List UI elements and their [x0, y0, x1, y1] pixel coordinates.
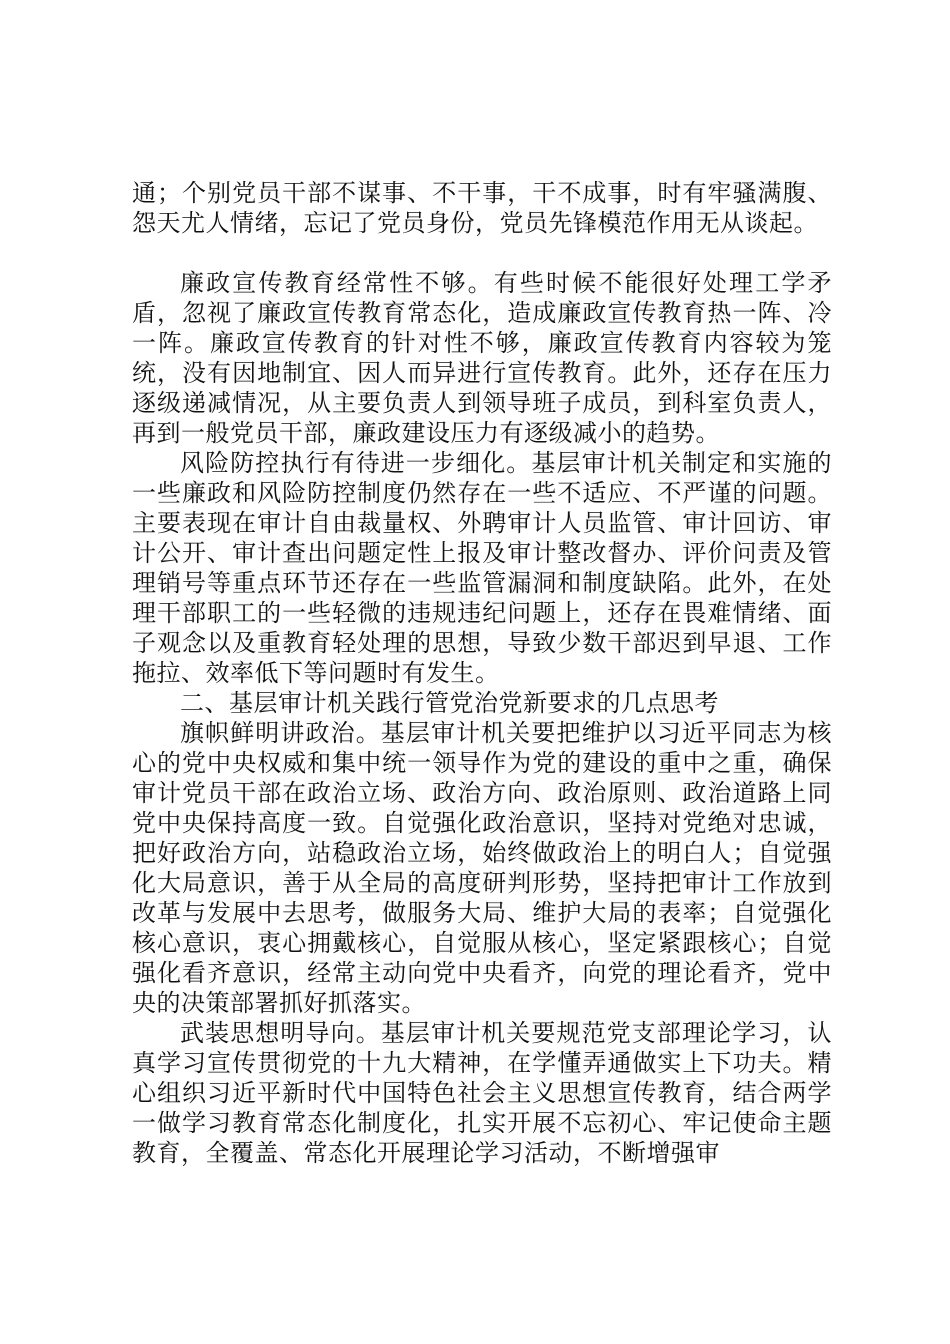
section-heading-two: 二、基层审计机关践行管党治党新要求的几点思考 [180, 689, 719, 717]
paragraph-ideology: 武装思想明导向。基层审计机关要规范党支部理论学习，认真学习宣传贯彻党的十九大精神，在学懂弄通做实上下功夫。精心组织习近平新时代中国特色社会主义思想宣传教育，结合两学一做学习教育常态化制度化，扎实开展不忘初心、牢记使命主题教育，全覆盖、常态化开展理论学习活动，不断增强审 [132, 1019, 832, 1167]
paragraph-politics: 旗帜鲜明讲政治。基层审计机关要把维护以习近平同志为核心的党中央权威和集中统一领导作为党的建设的重中之重，确保审计党员干部在政治立场、政治方向、政治原则、政治道路上同党中央保持高度一致。自觉强化政治意识，坚持对党绝对忠诚，把好政治方向，站稳政治立场，始终做政治上的明白人；自觉强化大局意识，善于从全局的高度研判形势，坚持把审计工作放到改革与发展中去思考，做服务大局、维护大局的表率；自觉强化核心意识，衷心拥戴核心，自觉服从核心，坚定紧跟核心；自觉强化看齐意识，经常主动向党中央看齐，向党的理论看齐，党中央的决策部署抓好抓落实。 [132, 719, 832, 1017]
document-body [132, 178, 832, 1168]
paragraph-continuation: 通；个别党员干部不谋事、不干事，干不成事，时有牢骚满腹、怨天尤人情绪，忘记了党员身份，党员先锋模范作用无从谈起。 [132, 179, 832, 237]
paragraph-integrity-education: 廉政宣传教育经常性不够。有些时候不能很好处理工学矛盾，忽视了廉政宣传教育常态化，造成廉政宣传教育热一阵、冷一阵。廉政宣传教育的针对性不够，廉政宣传教育内容较为笼统，没有因地制宜、因人而异进行宣传教育。此外，还存在压力逐级递减情况，从主要负责人到领导班子成员，到科室负责人，再到一般党员干部，廉政建设压力有逐级减小的趋势。 [132, 269, 832, 447]
paragraph-risk-control: 风险防控执行有待进一步细化。基层审计机关制定和实施的一些廉政和风险防控制度仍然存在一些不适应、不严谨的问题。主要表现在审计自由裁量权、外聘审计人员监管、审计回访、审计公开、审计查出问题定性上报及审计整改督办、评价问责及管理销号等重点环节还存在一些监管漏洞和制度缺陷。此外，在处理干部职工的一些轻微的违规违纪问题上，还存在畏难情绪、面子观念以及重教育轻处理的思想，导致少数干部迟到早退、工作拖拉、效率低下等问题时有发生。 [132, 449, 832, 687]
